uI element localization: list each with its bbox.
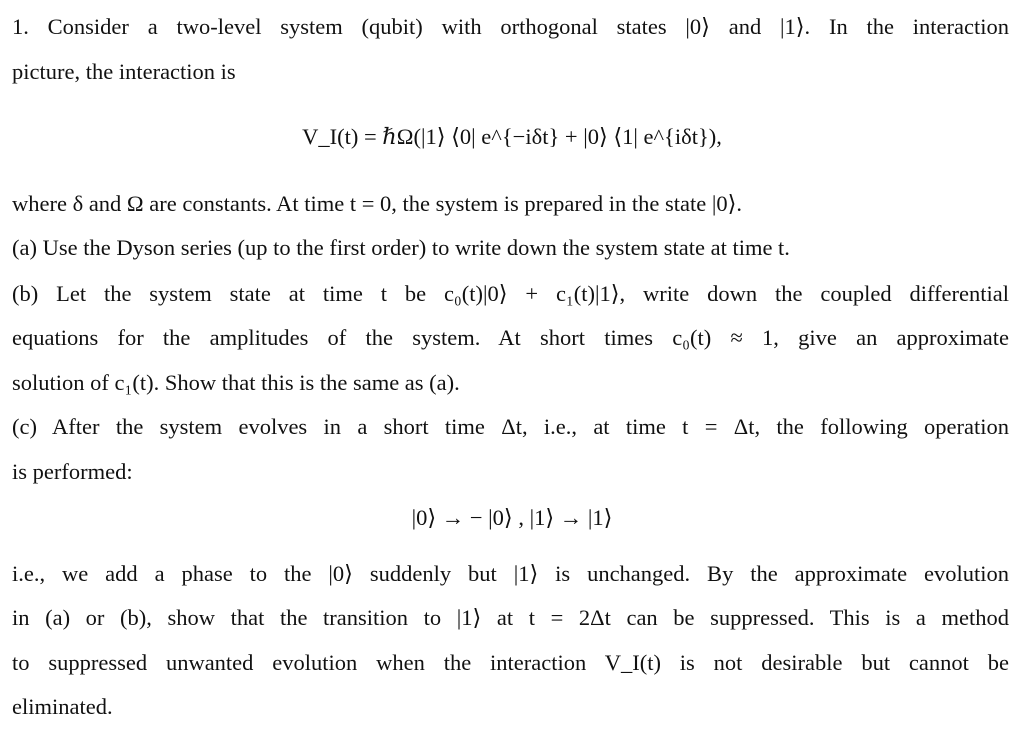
text-line-1: 1. Consider a two-level system (qubit) with orthogonal states |0⟩ and |1⟩. In the interaction (12, 14, 1009, 39)
text-line-3: where δ and Ω are constants. At time t = 0, the system is prepared in the state |0⟩. (12, 191, 742, 216)
part-b-line-3: solution of c₁(t). Show that this is the same as (a). (12, 370, 460, 395)
text-line-5: in (a) or (b), show that the transition to |1⟩ at t = 2Δt can be suppressed. This is a method (12, 605, 1009, 630)
part-b-line-1: (b) Let the system state at time t be c₀(t)|0⟩ + c₁(t)|1⟩, write down the coupled differential (12, 281, 1009, 306)
part-b-line-2: equations for the amplitudes of the system. At short times c₀(t) ≈ 1, give an approximate (12, 325, 1009, 350)
interaction-equation: V_I(t) = ℏΩ(|1⟩ ⟨0| e^{−iδt} + |0⟩ ⟨1| e^{iδt}), (302, 124, 722, 149)
text-line-7: eliminated. (12, 694, 113, 719)
part-a: (a) Use the Dyson series (up to the first order) to write down the system state at time t. (12, 235, 790, 260)
text-line-4: i.e., we add a phase to the |0⟩ suddenly but |1⟩ is unchanged. By the approximate evolution (12, 561, 1009, 586)
text-line-2: picture, the interaction is (12, 59, 236, 84)
operation-equation: |0⟩ → − |0⟩ , |1⟩ → |1⟩ (411, 505, 613, 530)
text-line-6: to suppressed unwanted evolution when the interaction V_I(t) is not desirable but cannot be (12, 650, 1009, 675)
part-c-line-2: is performed: (12, 459, 133, 484)
part-c-line-1: (c) After the system evolves in a short time Δt, i.e., at time t = Δt, the following operation (12, 414, 1009, 439)
